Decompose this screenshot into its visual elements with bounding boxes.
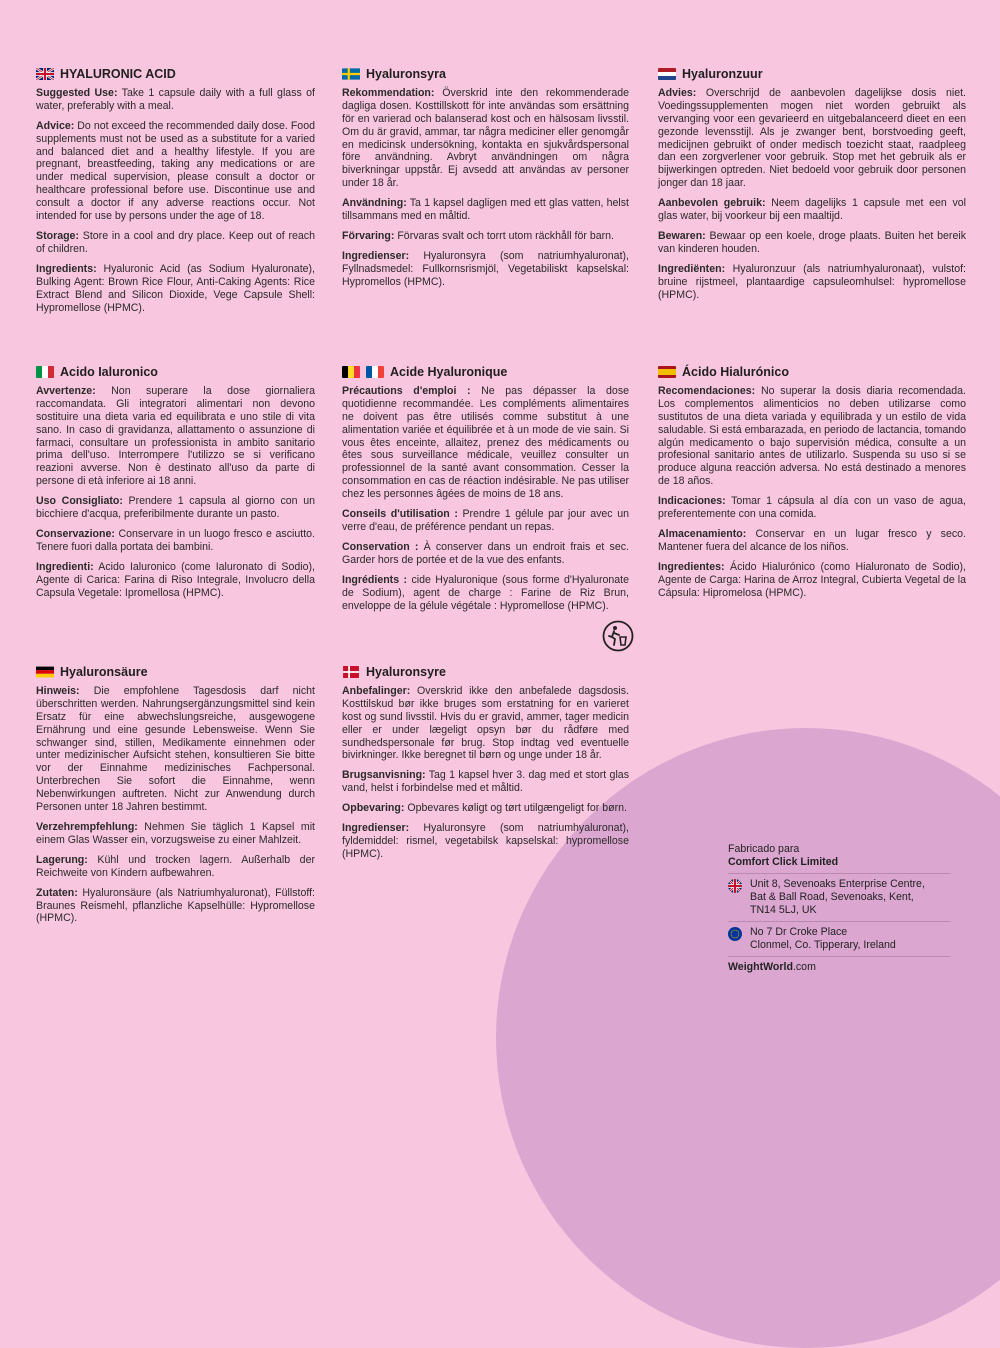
advice: Advies: Overschrijd de aanbevolen dagelijkse dosis niet. Voedingssupplementen mogen niet worden gebruikt als vervanging voor een gevarieerd en uitgebalanceerd dieet en een gezonde levensstijl. Als je zwanger bent, borstvoeding geeft, medicijnen gebruikt of onder medisch toezicht staat, raadpleeg dan een zorgverlener voor gebruik. Stop met het gebruik als er bijwerkingen optreden. Niet bedoeld voor gebruik door personen jonger dan 18 jaar. (658, 86, 966, 190)
recommended-use: Aanbevolen gebruik: Neem dagelijks 1 capsule met een vol glas water, bij voorkeur bij een maaltijd. (658, 197, 966, 223)
address-line: No 7 Dr Croke Place (750, 926, 848, 938)
advice: Advice: Do not exceed the recommended daily dose. Food supplements must not be used as a substitute for a varied and balanced diet and a healthy lifestyle. If you are pregnant, breastfeeding, taking any medications or are under medical supervision, please consult a doctor or healthcare professional before use. Discontinue use and consult a doctor if any adverse reactions occur. Not intended for use by persons under the age of 18. (36, 119, 315, 223)
website (728, 956, 950, 978)
section-danish (342, 666, 629, 868)
section-title: HYALURONIC ACID (60, 67, 176, 81)
recommendations: Anbefalinger: Overskrid ikke den anbefalede dagsdosis. Kosttilskud bør ikke bruges som erstatning for en varieret kost og sund livsstil. Hvis du er gravid, ammer, tager medicin eller er under lægeligt opsyn bør du rådføre med sundhedspersonale før brug. Stop indtag ved eventuelle bivirkninger. Ikke beregnet til børn og unge under 18 år. (342, 684, 629, 762)
directions: Indicaciones: Tomar 1 cápsula al día con un vaso de agua, preferentemente con una comida. (658, 495, 966, 521)
sweden-flag-icon (342, 68, 360, 80)
warnings: Avvertenze: Non superare la dose giornaliera raccomandata. Gli integratori alimentari non devono sostituire una dieta varia ed equilibrata e uno stile di vita sano. In caso di gravidanza, allattamento o assunzione di farmaci, consultare un professionista in ambito sanitario prima dell'uso. Interrompere l'utilizzo se si verificano reazioni avverse. Non è destinato all'uso da parte di persone di età inferiore ai 18 anni. (36, 384, 315, 488)
website-domain: .com (792, 961, 816, 973)
section-swedish (342, 68, 629, 296)
address-line: Bat & Ball Road, Sevenoaks, Kent, (750, 891, 914, 903)
ingredients: Ingredienti: Acido Ialuronico (come Ialuronato di Sodio), Agente di Carica: Farina di Riso Integrale, Involucro della Capsula Vegetale: Ipromellosa (HPMC). (36, 560, 315, 599)
precautions: Précautions d'emploi : Ne pas dépasser la dose quotidienne recommandée. Les compléments alimentaires ne doivent pas être utilisés comme substitut à une alimentation variée et équilibrée et à un mode de vie sain. Si vous êtes enceinte, allaitez, prenez des médicaments ou êtes sous surveillance médicale, veuillez consulter un professionnel de la santé avant consommation. Cesser la consommation en cas de réaction indésirable. Ne pas utiliser chez les personnes âgées de moins de 18 ans. (342, 384, 630, 501)
ingredients: Ingredients: Hyaluronic Acid (as Sodium Hyaluronate), Bulking Agent: Brown Rice Flour, Anti-Caking Agents: Rice Extract Blend and Silicon Dioxide, Vege Capsule Shell: Hypromellose (HPMC). (36, 262, 315, 314)
section-title: Acido Ialuronico (60, 365, 158, 379)
tidyman-recycle-icon (602, 620, 634, 652)
ingredients: Ingredientes: Ácido Hialurónico (como Hialuronato de Sodio), Agente de Carga: Harina de Arroz Integral, Cubierta Vegetal de la Cápsula: Hipromelosa (HPMC). (658, 560, 966, 599)
belgium-flag-icon (342, 366, 360, 378)
spain-flag-icon (658, 366, 676, 378)
suggested-use: Suggested Use: Take 1 capsule daily with a full glass of water, preferably with a meal. (36, 86, 315, 112)
section-spanish (658, 366, 966, 607)
usage: Användning: Ta 1 kapsel dagligen med ett glas vatten, helst tillsammans med en måltid. (342, 197, 629, 223)
section-title: Hyaluronsäure (60, 665, 148, 679)
storage: Conservation : À conserver dans un endroit frais et sec. Garder hors de portée et de la vue des enfants. (342, 540, 629, 566)
ingredients: Ingredienser: Hyaluronsyre (som natriumhyaluronat), fyldemiddel: rismel, vegetabilsk kapselskal: hypromellose (HPMC). (342, 822, 629, 860)
ingredients: Ingrédients : cide Hyaluronique (sous forme d'Hyaluronate de Sodium), agent de charge : Farine de Riz Brun, enveloppe de la gélule végétale : Hypromellose (HPMC). (342, 573, 629, 612)
recommended-intake: Verzehrempfehlung: Nehmen Sie täglich 1 Kapsel mit einem Glas Wasser ein, vorzugsweise zu einer Mahlzeit. (36, 820, 315, 846)
address-line: Clonmel, Co. Tipperary, Ireland (750, 939, 896, 951)
section-title: Acide Hyaluronique (390, 365, 508, 379)
ingredients: Ingrediënten: Hyaluronzuur (als natriumhyaluronaat), vulstof: bruine rijstmeel, plantaardige capsuleomhulsel: hypromellose (HPMC). (658, 262, 966, 301)
section-french (342, 366, 629, 619)
address-line: Unit 8, Sevenoaks Enterprise Centre, (750, 878, 925, 890)
section-german (36, 666, 315, 932)
storage: Förvaring: Förvaras svalt och torrt utom räckhåll för barn. (342, 229, 614, 242)
storage: Storage: Store in a cool and dry place. Keep out of reach of children. (36, 229, 315, 255)
ingredients: Ingredienser: Hyaluronsyra (som natriumhyaluronat), Fyllnadsmedel: Fullkornsrismjöl, Vegetabiliskt kapselskal: Hypromellos (HPMC). (342, 249, 629, 288)
denmark-flag-icon (342, 666, 360, 678)
ingredients: Zutaten: Hyaluronsäure (als Natriumhyaluronat), Füllstoff: Braunes Reismehl, pflanzliche Kapselhülle: Hypromellose (HPMC). (36, 886, 315, 925)
made-for-label: Fabricado para (728, 843, 800, 855)
section-title: Hyaluronzuur (682, 67, 763, 81)
section-title: Ácido Hialurónico (682, 365, 789, 379)
france-flag-icon (366, 366, 384, 378)
suggested-use: Uso Consigliato: Prendere 1 capsula al giorno con un bicchiere d'acqua, preferibilmente durante un pasto. (36, 495, 315, 521)
section-italian (36, 366, 315, 607)
storage: Bewaren: Bewaar op een koele, droge plaats. Buiten het bereik van kinderen houden. (658, 229, 966, 255)
recommendations: Recomendaciones: No superar la dosis diaria recomendada. Los complementos alimenticios no deben utilizarse como sustitutos de una dieta variada y equilibrada y un estilo de vida saludable. Si está embarazada, en periodo de lactancia, tomando algún medicamento o bajo supervisión médica, consulte a un profesional sanitario antes de utilizarlo. Suspenda su uso si se produce alguna reacción adversa. No está destinado a menores de 18 años. (658, 384, 967, 488)
website-brand: WeightWorld (728, 961, 793, 973)
usage-advice: Conseils d'utilisation : Prendre 1 gélule par jour avec un verre d'eau, de préférence pendant un repas. (342, 508, 629, 533)
directions: Brugsanvisning: Tag 1 kapsel hver 3. dag med et stort glas vand, helst i forbindelse med et måltid. (342, 769, 629, 795)
section-title: Hyaluronsyre (366, 665, 446, 679)
storage: Almacenamiento: Conservar en un lugar fresco y seco. Mantener fuera del alcance de los niños. (658, 527, 966, 553)
section-title: Hyaluronsyra (366, 67, 446, 81)
recommendation: Rekommendation: Överskrid inte den rekommenderade dagliga dosen. Kosttillskott för inte användas som ersättning för en varierad och balanserad kost och en hälsosam livsstil. Om du är gravid, ammar, tar några mediciner eller genomgår en medicinsk undersökning, kontakta en sjukvårdspersonal före användning. Avbryt användningen om några biverkningar uppstår. Ej avsedd att användas av personer under 18 år. (342, 86, 629, 190)
uk-flag-icon (728, 879, 742, 893)
netherlands-flag-icon (658, 68, 676, 80)
section-english (36, 68, 315, 321)
section-dutch (658, 68, 966, 309)
ie-address (728, 921, 950, 956)
notice: Hinweis: Die empfohlene Tagesdosis darf nicht überschritten werden. Nahrungsergänzungsmittel sind kein Ersatz für eine abwechslungsreiche, ausgewogene Ernährung und eine gesunde Lebensweise. Wenn Sie schwanger sind, stillen, Medikamente einnehmen oder unter medizinischer Aufsicht stehen, konsultieren Sie bitte vor der Einnahme medizinisches Fachpersonal. Unterbrechen Sie sofort die Einnahme, wenn Nebenwirkungen auftreten. Nicht zur Anwendung durch Personen unter 18 Jahren bestimmt. (36, 684, 315, 814)
company-name: Comfort Click Limited (728, 856, 839, 868)
uk-flag-icon (36, 68, 54, 80)
address-line: TN14 5LJ, UK (750, 904, 817, 916)
storage: Conservazione: Conservare in un luogo fresco e asciutto. Tenere fuori dalla portata dei bambini. (36, 527, 315, 553)
storage: Lagerung: Kühl und trocken lagern. Außerhalb der Reichweite von Kindern aufbewahren. (36, 853, 315, 879)
italy-flag-icon (36, 366, 54, 378)
eu-flag-icon (728, 927, 742, 941)
uk-address (728, 873, 950, 921)
germany-flag-icon (36, 666, 54, 678)
storage: Opbevaring: Opbevares køligt og tørt utilgængeligt for børn. (342, 802, 627, 815)
manufacturer-info (728, 843, 950, 978)
